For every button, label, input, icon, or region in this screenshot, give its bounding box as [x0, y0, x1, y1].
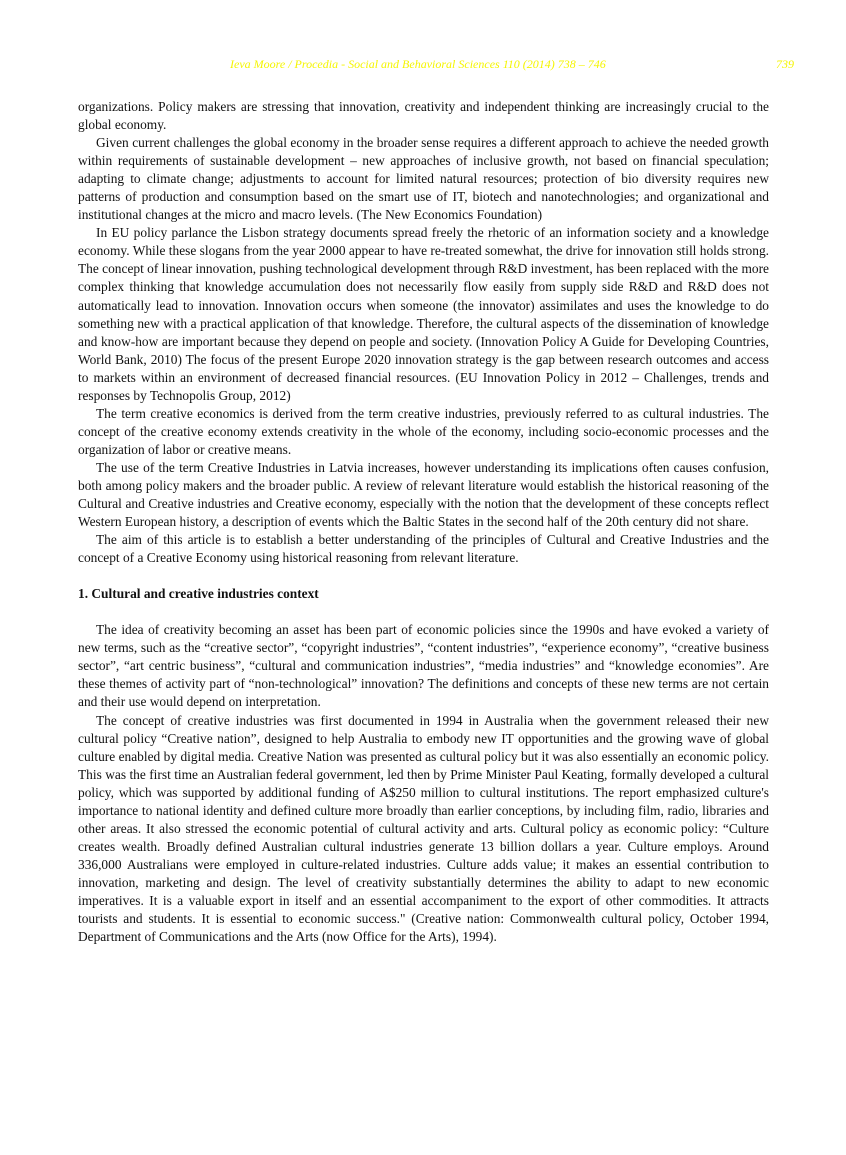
paragraph-continuation: organizations. Policy makers are stressing that innovation, creativity and independent thinking are increasingly crucial to the global economy.: [78, 99, 769, 133]
paragraph: The term creative economics is derived from the term creative industries, previously referred to as cultural industries. The concept of the creative economy extends creativity in the whole of the economy, including socio-economic processes and the organization of labor or creative means.: [78, 405, 769, 457]
paragraph: Given current challenges the global economy in the broader sense requires a different approach to achieve the needed growth within requirements of sustainable development – new approaches of inclusive growth, not based on financial speculation; adapting to climate change; adjustments to account for limited natural resources; protection of bio diversity requires new patterns of production and consumption based on the smart use of IT, biotech and nanotechnologies; and organizational and institutional changes at the micro and macro levels. (The New Economics Foundation): [78, 135, 769, 223]
page-number: 739: [776, 57, 794, 71]
section-heading: 1. Cultural and creative industries context: [78, 586, 319, 602]
article-body: [78, 98, 769, 946]
running-head: [0, 57, 846, 75]
paragraph: The concept of creative industries was first documented in 1994 in Australia when the government released their new cultural policy “Creative nation”, designed to help Australia to embody new IT opportunities and the growing wave of global culture enabled by digital media. Creative Nation was presented as cultural policy but it was also essentially an economic policy. This was the first time an Australian federal government, led then by Prime Minister Paul Keating, formally developed a cultural policy, which was supported by additional funding of A$250 million to cultural institutions. The report emphasized culture's importance to national identity and defined culture more broadly than earlier conceptions, by including film, radio, libraries and other areas. It also stressed the economic potential of cultural activity and arts. Cultural policy as economic policy: “Culture creates wealth. Broadly defined Australian cultural industries generate 13 billion dollars a year. Culture employs. Around 336,000 Australians were employed in culture-related industries. Culture adds value; it makes an essential contribution to innovation, marketing and design. The level of creativity substantially determines the ability to adapt to new economic imperatives. It is a valuable export in itself and an essential accompaniment to the export of other commodities. It attracts tourists and students. It is essential to economic success." (Creative nation: Commonwealth cultural policy, October 1994, Department of Communications and the Arts (now Office for the Arts), 1994).: [78, 712, 769, 945]
paragraph: In EU policy parlance the Lisbon strategy documents spread freely the rhetoric of an information society and a knowledge economy. While these slogans from the year 2000 appear to have re-treated somewhat, the drive for innovation still holds strong. The concept of linear innovation, pushing technological development through R&D investment, has been replaced with the more complex thinking that knowledge accumulation does not necessarily flow easily from supply side R&D and R&D does not automatically lead to innovation. Innovation occurs when someone (the innovator) assimilates and uses the knowledge to do something new with a practical application of that knowledge. Therefore, the cultural aspects of the dissemination of knowledge and know-how are important because they depend on people and society. (Innovation Policy A Guide for Developing Countries, World Bank, 2010) The focus of the present Europe 2020 innovation strategy is the gap between research outcomes and access to markets within an environment of decreased financial resources. (EU Innovation Policy in 2012 – Challenges, trends and responses by Technopolis Group, 2012): [78, 225, 769, 403]
journal-citation: Ieva Moore / Procedia - Social and Behavioral Sciences 110 (2014) 738 – 746: [230, 57, 606, 71]
paragraph: The aim of this article is to establish a better understanding of the principles of Cultural and Creative Industries and the concept of a Creative Economy using historical reasoning from relevant literature.: [78, 532, 769, 566]
paragraph: The idea of creativity becoming an asset has been part of economic policies since the 1990s and have evoked a variety of new terms, such as the “creative sector”, “copyright industries”, “content industries”, “experience economy”, “creative business sector”, “art centric business”, “cultural and communication industries”, “media industries” and “knowledge economies”. Are these themes of activity part of “non-technological” innovation? The definitions and concepts of these new terms are not certain and their use would depend on interpretation.: [78, 622, 769, 710]
paragraph: The use of the term Creative Industries in Latvia increases, however understanding its implications often causes confusion, both among policy makers and the broader public. A review of relevant literature would establish the historical reasoning of the Cultural and Creative industries and Creative economy, especially with the notion that the development of these concepts reflect Western European history, a description of events which the Baltic States in the second half of the 20th century did not share.: [78, 459, 769, 530]
